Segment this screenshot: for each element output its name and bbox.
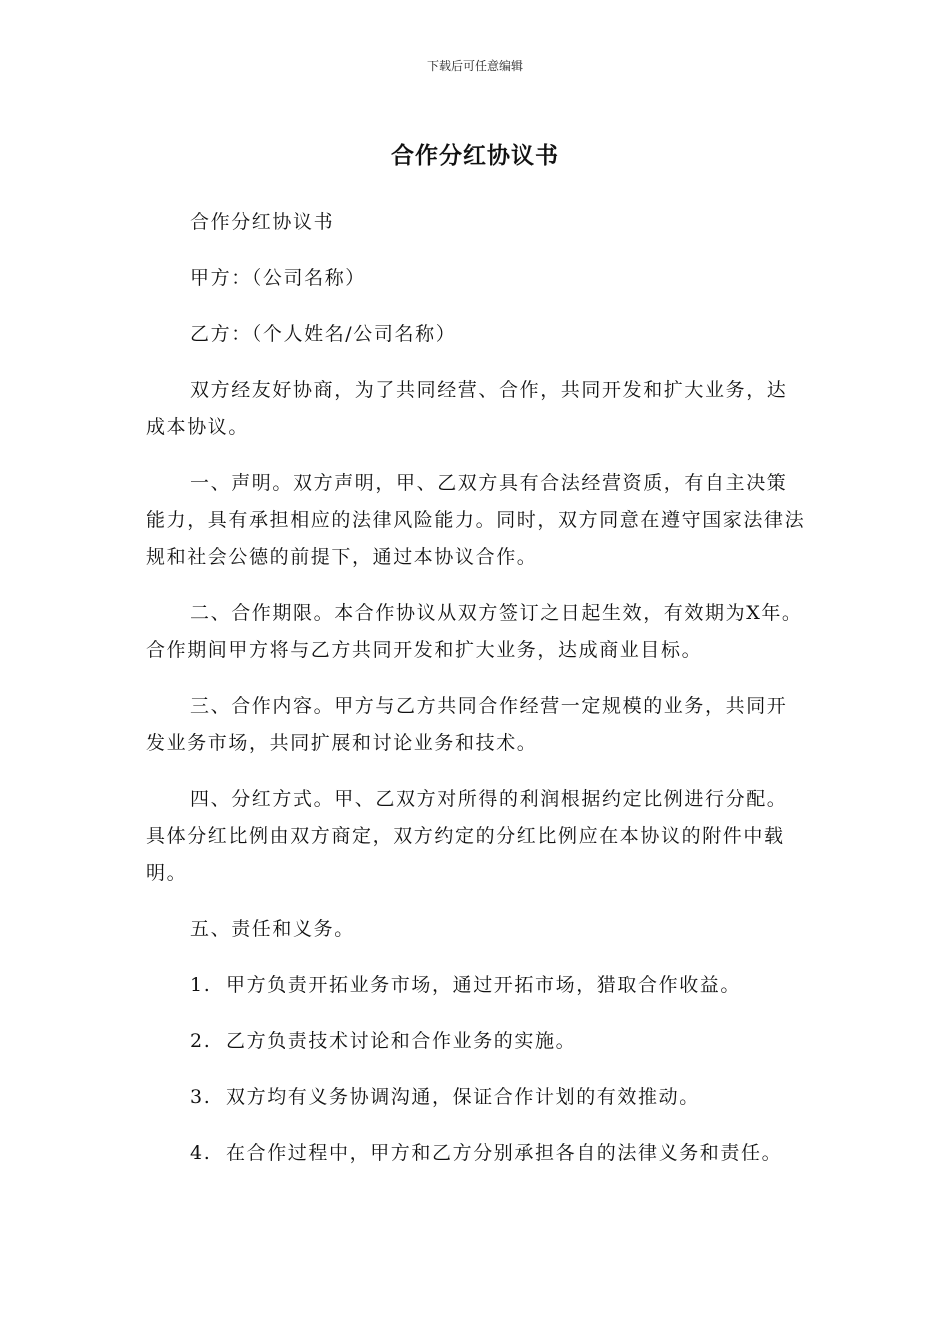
clause-term: 二、合作期限。本合作协议从双方签订之日起生效，有效期为X年。合作期间甲方将与乙方共同开发和扩大业务，达成商业目标。 — [146, 602, 803, 661]
list-item-text: 在合作过程中，甲方和乙方分别承担各自的法律义务和责任。 — [226, 1142, 783, 1164]
list-item-text: 双方均有义务协调沟通，保证合作计划的有效推动。 — [226, 1086, 700, 1108]
header-note: 下载后可任意编辑 — [426, 59, 523, 73]
list-item-number: 2. — [190, 1030, 212, 1052]
list-item-number: 1. — [190, 974, 212, 996]
clause-dividend: 四、分红方式。甲、乙双方对所得的利润根据约定比例进行分配。具体分红比例由双方商定，双方约定的分红比例应在本协议的附件中载明。 — [146, 788, 788, 884]
list-item — [146, 967, 806, 1004]
list-item-text: 乙方负责技术讨论和合作业务的实施。 — [226, 1030, 577, 1052]
subtitle-paragraph: 合作分红协议书 — [190, 211, 335, 233]
list-item-number: 4. — [190, 1142, 212, 1164]
document-body — [146, 204, 806, 1172]
clause-content: 三、合作内容。甲方与乙方共同合作经营一定规模的业务，共同开发业务市场，共同扩展和讨论业务和技术。 — [146, 695, 788, 754]
preamble-paragraph: 双方经友好协商，为了共同经营、合作，共同开发和扩大业务，达成本协议。 — [146, 379, 788, 438]
clause-responsibilities: 五、责任和义务。 — [190, 918, 355, 940]
list-item — [146, 1023, 806, 1060]
party-b-line: 乙方：（个人姓名/公司名称） — [190, 323, 457, 345]
party-a-line: 甲方：（公司名称） — [190, 267, 366, 289]
list-item-number: 3. — [190, 1086, 212, 1108]
list-item-text: 甲方负责开拓业务市场，通过开拓市场，猎取合作收益。 — [226, 974, 742, 996]
document-title: 合作分红协议书 — [391, 143, 559, 169]
list-item — [146, 1079, 806, 1116]
list-item — [146, 1135, 806, 1172]
clause-declaration: 一、声明。双方声明，甲、乙双方具有合法经营资质，有自主决策能力，具有承担相应的法律风险能力。同时，双方同意在遵守国家法律法规和社会公德的前提下，通过本协议合作。 — [146, 472, 806, 568]
